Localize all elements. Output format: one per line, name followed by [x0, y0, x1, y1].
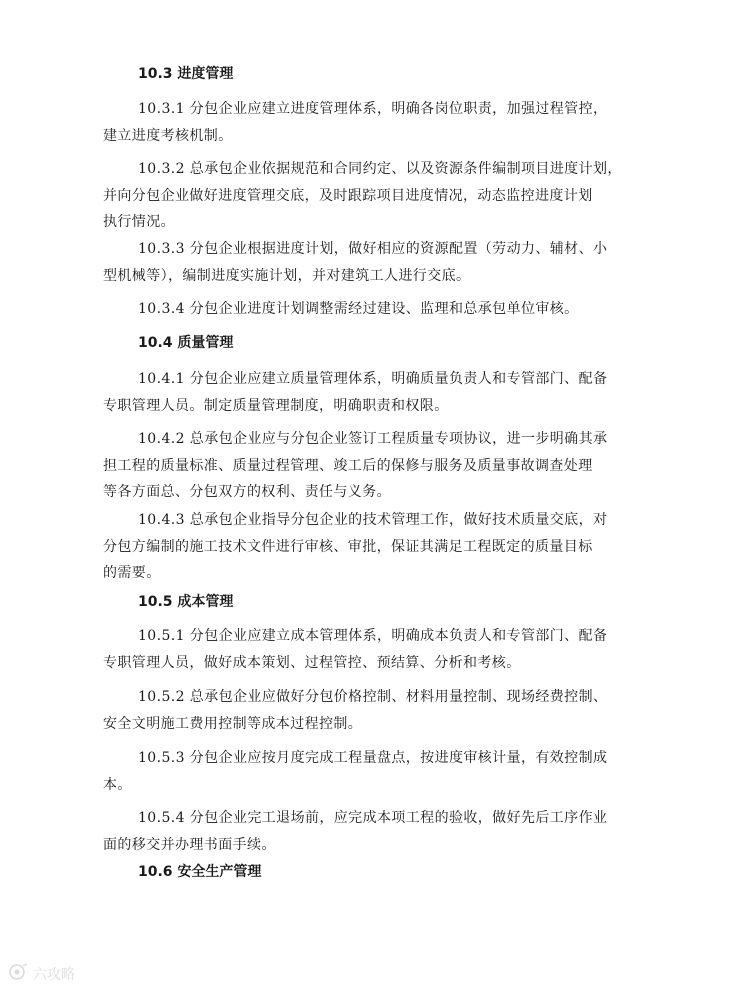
paragraph [103, 366, 643, 419]
logo-icon [8, 963, 28, 985]
paragraph-line: 等各方面总、分包双方的权利、责任与义务。 [103, 484, 391, 500]
section-heading: 10.4 质量管理 [138, 335, 234, 351]
paragraph [103, 745, 643, 798]
paragraph-line: 本。 [103, 776, 132, 793]
section-heading: 10.6 安全生产管理 [138, 864, 262, 880]
paragraph-line: 安全文明施工费用控制等成本过程控制。 [103, 715, 363, 732]
paragraph [103, 236, 643, 289]
section-heading: 10.5 成本管理 [138, 594, 234, 610]
paragraph [103, 623, 643, 676]
paragraph-line: 10.3.3 分包企业根据进度计划，做好相应的资源配置（劳动力、辅材、小 [138, 241, 608, 257]
paragraph-line: 10.3.1 分包企业应建立进度管理体系，明确各岗位职责，加强过程管控， [138, 101, 608, 117]
paragraph [103, 426, 643, 506]
paragraph-line: 10.5.3 分包企业应按月度完成工程量盘点，按进度审核计量，有效控制成 [138, 750, 608, 766]
section-heading: 10.3 进度管理 [138, 66, 234, 82]
paragraph-line: 10.3.4 分包企业进度计划调整需经过建设、监理和总承包单位审核。 [138, 301, 579, 317]
paragraph-line: 10.3.2 总承包企业依据规范和合同约定、以及资源条件编制项目进度计划， [138, 161, 622, 177]
paragraph-line: 专职管理人员。制定质量管理制度，明确职责和权限。 [103, 397, 449, 414]
paragraph-line: 10.4.3 总承包企业指导分包企业的技术管理工作，做好技术质量交底，对 [138, 512, 608, 528]
paragraph [103, 507, 643, 587]
paragraph [103, 96, 643, 149]
watermark-text: 六攻略 [33, 967, 75, 983]
watermark [8, 963, 75, 985]
paragraph-line: 10.5.2 总承包企业应做好分包价格控制、材料用量控制、现场经费控制、 [138, 689, 608, 705]
paragraph-line: 担工程的质量标准、质量过程管理、竣工后的保修与服务及质量事故调查处理 [103, 457, 593, 474]
paragraph-line: 10.4.2 总承包企业应与分包企业签订工程质量专项协议，进一步明确其承 [138, 431, 608, 447]
paragraph-line: 执行情况。 [103, 214, 175, 230]
paragraph-line: 建立进度考核机制。 [103, 127, 233, 144]
paragraph-line: 面的移交并办理书面手续。 [103, 836, 276, 853]
paragraph-line: 10.5.1 分包企业应建立成本管理体系，明确成本负责人和专管部门、配备 [138, 628, 608, 644]
paragraph [103, 296, 643, 323]
paragraph-line: 的需要。 [103, 565, 161, 581]
paragraph [103, 156, 643, 236]
paragraph [103, 684, 643, 737]
paragraph-line: 10.5.4 分包企业完工退场前，应完成本项工程的验收，做好先后工序作业 [138, 810, 608, 826]
paragraph-line: 并向分包企业做好进度管理交底，及时跟踪项目进度情况，动态监控进度计划 [103, 187, 593, 204]
paragraph-line: 型机械等），编制进度实施计划，并对建筑工人进行交底。 [103, 267, 471, 284]
paragraph [103, 805, 643, 858]
paragraph-line: 分包方编制的施工技术文件进行审核、审批，保证其满足工程既定的质量目标 [103, 538, 593, 555]
paragraph-line: 10.4.1 分包企业应建立质量管理体系，明确质量负责人和专管部门、配备 [138, 371, 608, 387]
paragraph-line: 专职管理人员，做好成本策划、过程管控、预结算、分析和考核。 [103, 654, 521, 671]
